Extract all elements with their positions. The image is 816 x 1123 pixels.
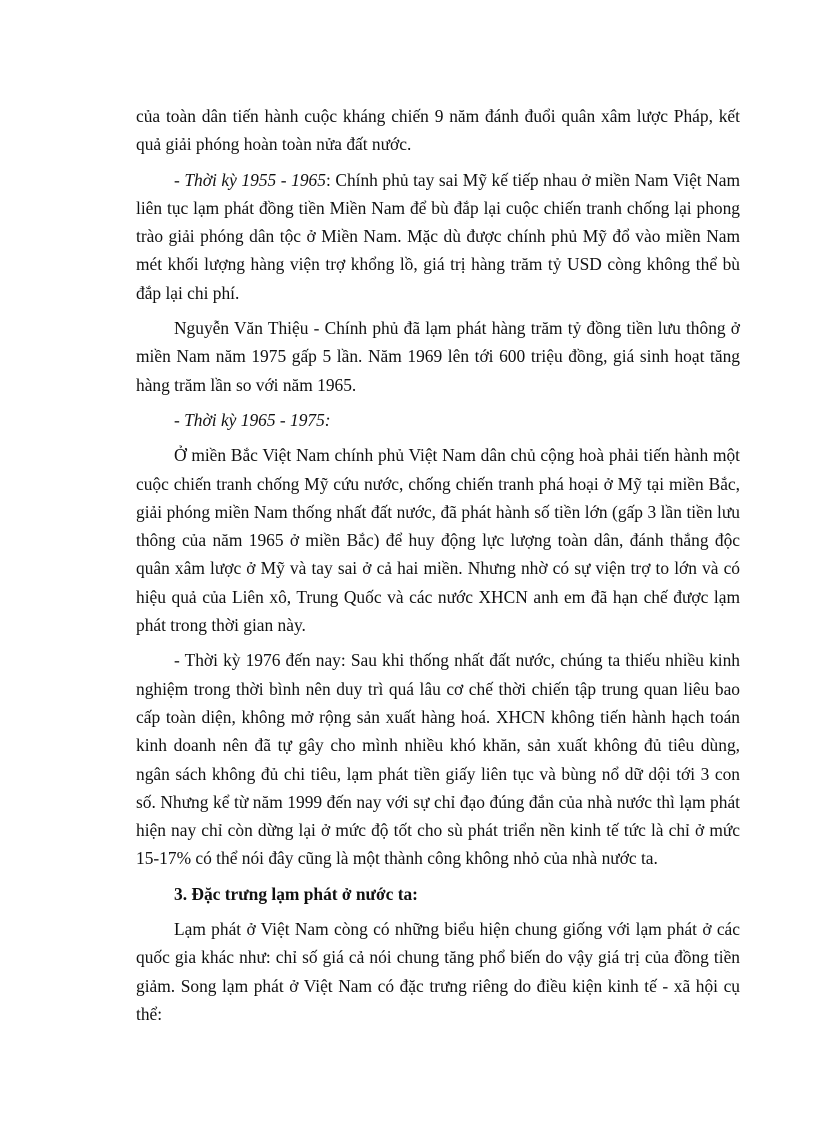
paragraph <box>136 441 740 639</box>
paragraph <box>136 646 740 872</box>
section-heading: 3. Đặc trưng lạm phát ở nước ta: <box>174 883 418 904</box>
period-label: - Thời kỳ 1965 - 1975: <box>174 409 331 430</box>
paragraph <box>136 915 740 1028</box>
paragraph <box>136 314 740 399</box>
paragraph-text: Nguyễn Văn Thiệu - Chính phủ đã lạm phát hàng trăm tỷ đồng tiền lưu thông ở miền Nam năm 1975 gấp 5 lần. Năm 1969 lên tới 600 triệu đồng, giá sinh hoạt tăng hàng trăm lần so với năm 1965. <box>136 318 740 395</box>
paragraph-text: : Chính phủ tay sai Mỹ kế tiếp nhau ở miền Nam Việt Nam liên tục lạm phát đồng tiền Miền Nam để bù đắp lại cuộc chiến tranh chống lại phong trào giải phóng dân tộc ở Miền Nam. Mặc dù được chính phủ Mỹ đổ vào miền Nam mét khối lượng hàng viện trợ khổng lồ, giá trị hàng trăm tỷ USD còng không thể bù đắp lại chi phí. <box>136 169 740 303</box>
document-body <box>136 102 740 1035</box>
paragraph <box>136 406 740 434</box>
paragraph-text: Lạm phát ở Việt Nam còng có những biểu hiện chung giống với lạm phát ở các quốc gia khác như: chỉ số giá cả nói chung tăng phổ biến do vậy giá trị của đồng tiền giảm. Song lạm phát ở Việt Nam có đặc trưng riêng do điều kiện kinh tế - xã hội cụ thể: <box>136 919 740 1024</box>
paragraph-text: Ở miền Bắc Việt Nam chính phủ Việt Nam dân chủ cộng hoà phải tiến hành một cuộc chiến tranh chống Mỹ cứu nước, chống chiến tranh phá hoại ở Mỹ tại miền Bắc, giải phóng miền Nam thống nhất đất nước, đã phát hành số tiền lớn (gấp 3 lần tiền lưu thông của năm 1965 ở miền Bắc) để huy động lực lượng toàn dân, đánh thắng độc quân xâm lược ở Mỹ và tay sai ở cả hai miền. Nhưng nhờ có sự viện trợ to lớn và có hiệu quả của Liên xô, Trung Quốc và các nước XHCN anh em đã hạn chế được lạm phát trong thời gian này. <box>136 445 740 636</box>
paragraph <box>136 102 740 159</box>
paragraph <box>136 166 740 307</box>
paragraph-text: của toàn dân tiến hành cuộc kháng chiến 9 năm đánh đuổi quân xâm lược Pháp, kết quả giải phóng hoàn toàn nửa đất nước. <box>136 106 740 155</box>
period-label: - Thời kỳ 1955 - 1965 <box>174 169 326 190</box>
paragraph-text: - Thời kỳ 1976 đến nay: Sau khi thống nhất đất nước, chúng ta thiếu nhiều kinh nghiệm trong thời bình nên duy trì quá lâu cơ chế thời chiến tập trung quan liêu bao cấp toàn diện, không mở rộng sản xuất hàng hoá. XHCN không tiến hành hạch toán kinh doanh nên đã tự gây cho mình nhiều khó khăn, sản xuất không đủ tiêu dùng, ngân sách không đủ chi tiêu, lạm phát tiền giấy liên tục và bùng nổ dữ dội tới 3 con số. Nhưng kể từ năm 1999 đến nay với sự chỉ đạo đúng đắn của nhà nước thì lạm phát hiện nay chỉ còn dừng lại ở mức độ tốt cho sù phát triển nền kinh tế tức là chỉ ở mức 15-17% có thể nói đây cũng là một thành công không nhỏ của nhà nước ta. <box>136 650 740 869</box>
